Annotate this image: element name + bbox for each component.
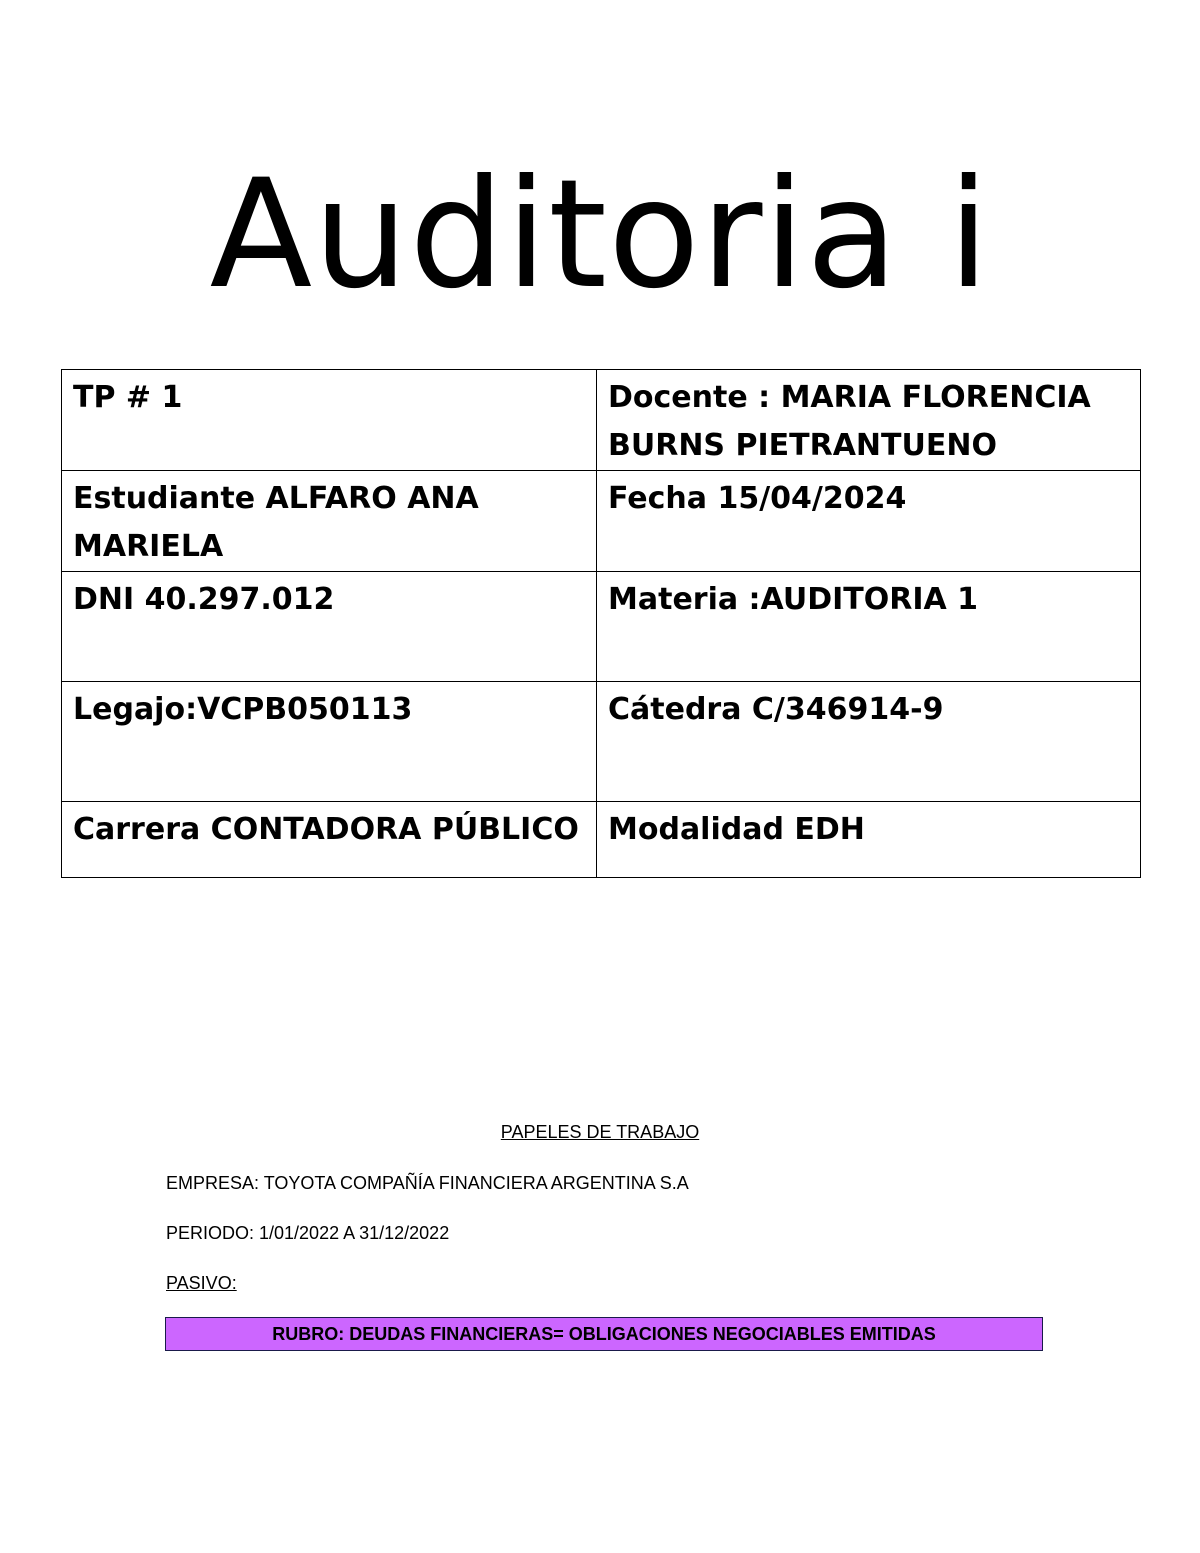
document-title: Auditoria i bbox=[209, 148, 991, 322]
table-row bbox=[62, 572, 1141, 682]
periodo-line: PERIODO: 1/01/2022 A 31/12/2022 bbox=[166, 1223, 450, 1243]
pasivo-label: PASIVO: bbox=[166, 1273, 237, 1293]
empresa-line: EMPRESA: TOYOTA COMPAÑÍA FINANCIERA ARGENTINA S.A bbox=[166, 1173, 689, 1193]
dni-cell: DNI 40.297.012 bbox=[62, 572, 597, 682]
table-row bbox=[62, 682, 1141, 802]
materia-cell: Materia :AUDITORIA 1 bbox=[597, 572, 1141, 682]
modalidad-cell: Modalidad EDH bbox=[597, 802, 1141, 878]
legajo-cell: Legajo:VCPB050113 bbox=[62, 682, 597, 802]
table-row bbox=[62, 471, 1141, 572]
fecha-cell: Fecha 15/04/2024 bbox=[597, 471, 1141, 572]
estudiante-cell: Estudiante ALFARO ANA MARIELA bbox=[62, 471, 597, 572]
info-table bbox=[61, 369, 1141, 878]
table-row bbox=[62, 370, 1141, 471]
rubro-banner: RUBRO: DEUDAS FINANCIERAS= OBLIGACIONES NEGOCIABLES EMITIDAS bbox=[165, 1317, 1043, 1351]
table-row bbox=[62, 802, 1141, 878]
papeles-heading: PAPELES DE TRABAJO bbox=[500, 1122, 700, 1142]
catedra-cell: Cátedra C/346914-9 bbox=[597, 682, 1141, 802]
docente-cell: Docente : MARIA FLORENCIA BURNS PIETRANTUENO bbox=[597, 370, 1141, 471]
carrera-cell: Carrera CONTADORA PÚBLICO bbox=[62, 802, 597, 878]
tp-cell: TP # 1 bbox=[62, 370, 597, 471]
